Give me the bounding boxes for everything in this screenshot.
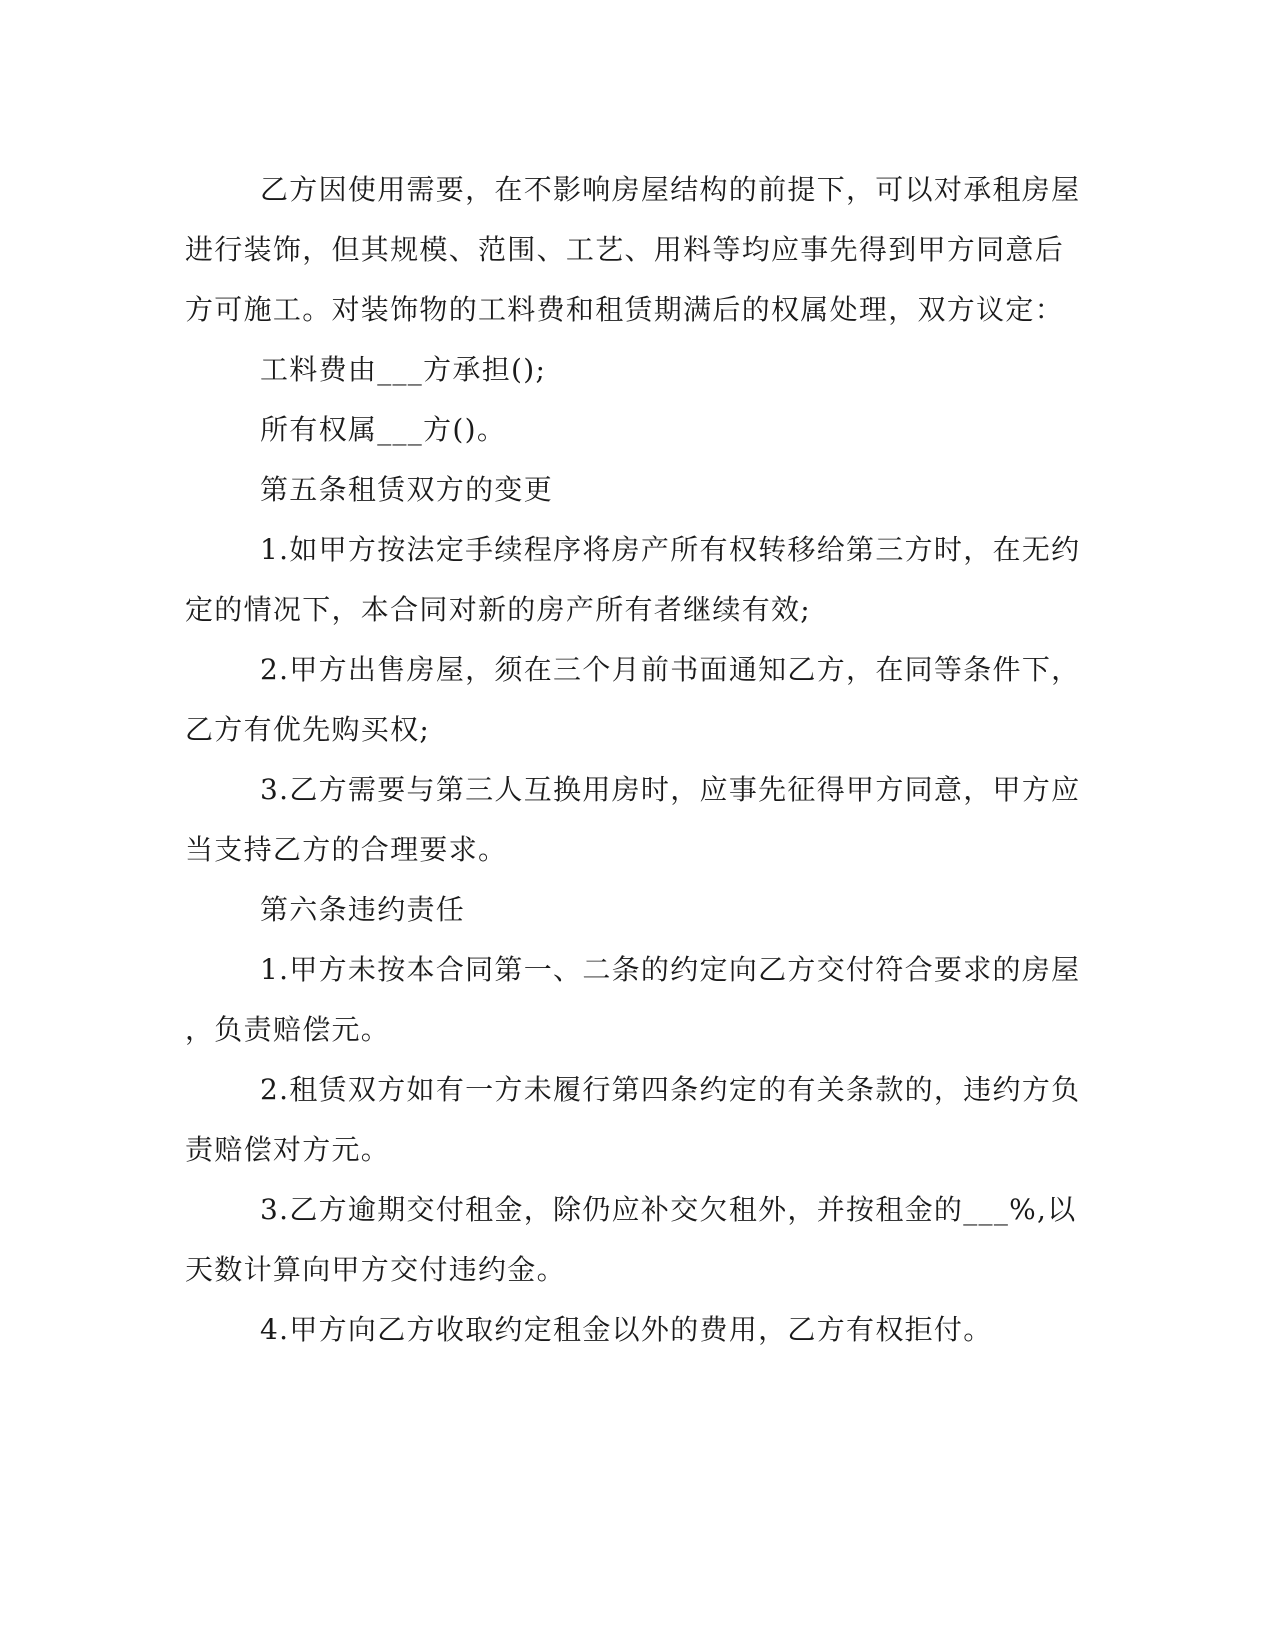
paragraph-line: 1.如甲方按法定手续程序将房产所有权转移给第三方时，在无约 — [260, 533, 1081, 566]
paragraph-line: 工料费由___方承担(); — [260, 353, 547, 386]
paragraph-line: 所有权属___方()。 — [260, 413, 507, 446]
paragraph-line: 责赔偿对方元。 — [185, 1133, 391, 1166]
paragraph-line: 2.甲方出售房屋，须在三个月前书面通知乙方，在同等条件下， — [260, 653, 1081, 686]
paragraph-line: 方可施工。对装饰物的工料费和租赁期满后的权属处理，双方议定： — [185, 293, 1065, 326]
section-heading: 第五条租赁双方的变更 — [260, 473, 554, 506]
paragraph-line: 3.乙方逾期交付租金，除仍应补交欠租外，并按租金的___%,以 — [260, 1193, 1077, 1226]
paragraph-line: 天数计算向甲方交付违约金。 — [185, 1253, 566, 1286]
document-body — [185, 160, 1081, 1360]
paragraph-line: 进行装饰，但其规模、范围、工艺、用料等均应事先得到甲方同意后 — [185, 233, 1065, 266]
paragraph-line: 3.乙方需要与第三人互换用房时，应事先征得甲方同意，甲方应 — [260, 773, 1081, 806]
paragraph-line: 定的情况下，本合同对新的房产所有者继续有效; — [185, 593, 812, 626]
paragraph-line: 乙方因使用需要，在不影响房屋结构的前提下，可以对承租房屋 — [260, 173, 1081, 206]
paragraph-line: 1.甲方未按本合同第一、二条的约定向乙方交付符合要求的房屋 — [260, 953, 1081, 986]
paragraph-line: 当支持乙方的合理要求。 — [185, 833, 508, 866]
paragraph-line: 2.租赁双方如有一方未履行第四条约定的有关条款的，违约方负 — [260, 1073, 1081, 1106]
paragraph-line: ，负责赔偿元。 — [185, 1013, 391, 1046]
section-heading: 第六条违约责任 — [260, 893, 466, 926]
paragraph-line: 乙方有优先购买权; — [185, 713, 431, 746]
paragraph-line: 4.甲方向乙方收取约定租金以外的费用，乙方有权拒付。 — [260, 1313, 993, 1346]
